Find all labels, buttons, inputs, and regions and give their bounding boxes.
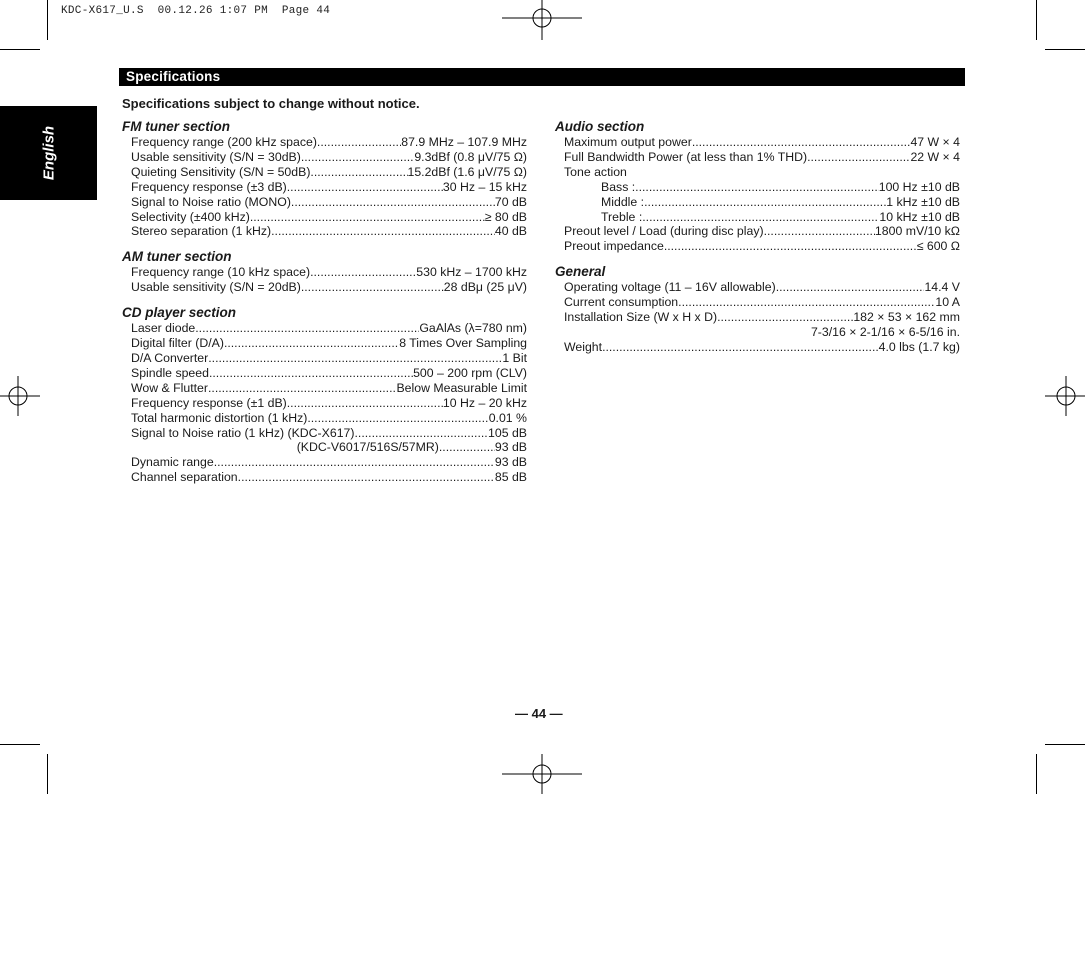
crop-mark — [47, 0, 48, 40]
spec-value: 93 dB — [494, 455, 527, 470]
spec-label: Quieting Sensitivity (S/N = 50dB) — [131, 164, 311, 179]
spec-row — [555, 340, 960, 355]
spec-value: Below Measurable Limit — [396, 380, 527, 395]
left-column — [122, 119, 527, 495]
dot-leader — [642, 210, 879, 225]
spec-value: 8 Times Over Sampling — [399, 336, 527, 351]
spec-label: Frequency range (10 kHz space) — [131, 265, 311, 280]
spec-row — [122, 396, 527, 411]
spec-label: Dynamic range — [131, 455, 214, 470]
spec-label: Laser diode — [131, 321, 196, 336]
spec-label: Installation Size (W x H x D) — [564, 310, 718, 325]
spec-row — [122, 366, 527, 381]
spec-row — [555, 135, 960, 150]
spec-row — [122, 321, 527, 336]
spec-label: Operating voltage (11 – 16V allowable) — [564, 280, 776, 295]
spec-row — [555, 295, 960, 310]
registration-mark-icon — [0, 376, 40, 416]
notice-text: Specifications subject to change without notice. — [122, 96, 420, 111]
right-column — [555, 119, 960, 365]
spec-row — [122, 280, 527, 295]
dot-leader — [250, 210, 485, 225]
spec-label: Wow & Flutter — [131, 380, 208, 395]
language-tab — [0, 106, 97, 200]
dot-leader — [692, 135, 911, 150]
spec-value: 9.3dBf (0.8 μV/75 Ω) — [414, 149, 527, 164]
dot-leader — [307, 411, 488, 426]
dot-leader — [644, 195, 886, 210]
spec-value: 530 kHz – 1700 kHz — [416, 265, 527, 280]
spec-label: Spindle speed — [131, 365, 209, 380]
spec-value: ≥ 80 dB — [484, 209, 527, 224]
dot-leader — [807, 150, 910, 165]
spec-row — [555, 165, 960, 180]
dot-leader — [209, 366, 413, 381]
spec-value: 15.2dBf (1.6 μV/75 Ω) — [407, 164, 527, 179]
spec-label: Bass : — [601, 179, 636, 194]
spec-value: 47 W × 4 — [910, 135, 960, 149]
dot-leader — [678, 295, 935, 310]
crop-mark — [1045, 49, 1085, 50]
spec-value: 10 A — [935, 295, 960, 310]
spec-label: Channel separation — [131, 470, 238, 485]
spec-value: 105 dB — [488, 425, 527, 440]
registration-mark-icon — [502, 0, 582, 40]
spec-row — [122, 470, 527, 485]
spec-row — [122, 336, 527, 351]
crop-mark — [1036, 0, 1037, 40]
dot-leader — [301, 150, 414, 165]
spec-row — [555, 195, 960, 210]
spec-label: D/A Converter — [131, 350, 209, 365]
crop-mark — [1036, 754, 1037, 794]
spec-value: 28 dBμ (25 μV) — [443, 280, 527, 295]
spec-section — [555, 264, 960, 355]
section-title: AM tuner section — [122, 249, 232, 265]
spec-value: 7-3/16 × 2-1/16 × 6-5/16 in. — [810, 324, 960, 339]
spec-value: GaAlAs (λ=780 nm) — [419, 321, 527, 336]
dot-leader — [214, 455, 495, 470]
spec-value: 93 dB — [494, 440, 527, 455]
spec-row — [122, 210, 527, 225]
spec-label: Weight — [564, 339, 603, 354]
dot-leader — [664, 239, 917, 254]
spec-row — [122, 381, 527, 396]
dot-leader — [238, 470, 495, 485]
dot-leader — [439, 440, 495, 455]
dot-leader — [602, 340, 879, 355]
spec-value: 1800 mV/10 kΩ — [874, 224, 960, 239]
dot-leader — [317, 135, 401, 150]
section-title: FM tuner section — [122, 119, 231, 134]
dot-leader — [764, 224, 875, 239]
crop-mark — [47, 754, 48, 794]
spec-value: 500 – 200 rpm (CLV) — [413, 365, 527, 380]
spec-label: Treble : — [601, 209, 643, 224]
crop-mark — [1045, 744, 1085, 745]
spec-value: 40 dB — [494, 224, 527, 239]
spec-value: 1 kHz ±10 dB — [886, 194, 960, 209]
crop-mark — [0, 49, 40, 50]
registration-mark-icon — [502, 754, 582, 794]
spec-value: 85 dB — [494, 470, 527, 485]
spec-label: Selectivity (±400 kHz) — [131, 209, 250, 224]
dot-leader — [195, 321, 419, 336]
dot-leader — [354, 426, 488, 441]
spec-row — [122, 455, 527, 470]
dot-leader — [310, 165, 407, 180]
spec-value: 14.4 V — [924, 280, 960, 295]
spec-row — [122, 411, 527, 426]
spec-row — [122, 180, 527, 195]
spec-label: Total harmonic distortion (1 kHz) — [131, 410, 308, 425]
spec-value: 0.01 % — [488, 410, 527, 425]
banner-title: Specifications — [126, 69, 221, 84]
spec-row — [555, 150, 960, 165]
spec-label: Current consumption — [564, 295, 679, 310]
spec-label: Middle : — [601, 194, 645, 209]
dot-leader — [310, 265, 416, 280]
spec-row — [122, 135, 527, 150]
spec-section — [555, 119, 960, 254]
spec-row — [122, 351, 527, 366]
spec-value: ≤ 600 Ω — [916, 239, 960, 254]
spec-section — [122, 119, 527, 239]
spec-value: 10 Hz – 20 kHz — [442, 395, 527, 410]
spec-row — [555, 224, 960, 239]
spec-label: Digital filter (D/A) — [131, 336, 224, 351]
spec-row — [555, 310, 960, 325]
dot-leader — [271, 224, 495, 239]
dot-leader — [301, 280, 444, 295]
spec-row — [122, 224, 527, 239]
spec-row — [122, 150, 527, 165]
spec-value: 1 Bit — [502, 350, 527, 365]
dot-leader — [287, 180, 443, 195]
spec-row — [122, 165, 527, 180]
spec-label: Signal to Noise ratio (1 kHz) (KDC-X617) — [131, 425, 355, 440]
spec-label: Tone action — [564, 164, 627, 179]
spec-value: 70 dB — [494, 194, 527, 209]
dot-leader — [291, 195, 495, 210]
spec-value: 100 Hz ±10 dB — [878, 179, 960, 194]
section-title: Audio section — [555, 119, 645, 134]
spec-row — [555, 180, 960, 195]
spec-value: 30 Hz – 15 kHz — [442, 179, 527, 194]
spec-label: Signal to Noise ratio (MONO) — [131, 194, 291, 209]
language-tab-label: English — [40, 125, 57, 181]
crop-mark — [0, 744, 40, 745]
spec-label: (KDC-V6017/516S/57MR) — [296, 440, 439, 455]
spec-label: Maximum output power — [564, 135, 692, 149]
page-number: — 44 — — [515, 706, 563, 721]
dot-leader — [287, 396, 443, 411]
spec-row — [122, 440, 527, 455]
section-banner — [119, 68, 965, 86]
spec-row — [555, 239, 960, 254]
dot-leader — [208, 351, 502, 366]
dot-leader — [717, 310, 853, 325]
spec-label: Full Bandwidth Power (at less than 1% THD) — [564, 149, 808, 164]
spec-row — [122, 195, 527, 210]
spec-value: 87.9 MHz – 107.9 MHz — [401, 135, 527, 149]
spec-label: Frequency response (±3 dB) — [131, 179, 287, 194]
spec-row — [555, 280, 960, 295]
spec-value: 22 W × 4 — [910, 149, 960, 164]
dot-leader — [776, 280, 925, 295]
section-title: CD player section — [122, 305, 237, 321]
spec-value: 10 kHz ±10 dB — [879, 209, 960, 224]
spec-row — [555, 325, 960, 340]
spec-row — [122, 426, 527, 441]
spec-label: Stereo separation (1 kHz) — [131, 224, 272, 239]
spec-value: 4.0 lbs (1.7 kg) — [878, 339, 960, 354]
spec-label: Frequency range (200 kHz space) — [131, 135, 317, 149]
print-header: KDC-X617_U.S 00.12.26 1:07 PM Page 44 — [61, 5, 331, 17]
spec-label: Preout impedance — [564, 239, 664, 254]
spec-label: Preout level / Load (during disc play) — [564, 224, 764, 239]
spec-section — [122, 305, 527, 485]
section-title: General — [555, 264, 606, 280]
spec-row — [122, 265, 527, 280]
dot-leader — [635, 180, 879, 195]
spec-label: Usable sensitivity (S/N = 30dB) — [131, 149, 301, 164]
dot-leader — [208, 381, 396, 396]
spec-label: Frequency response (±1 dB) — [131, 395, 287, 410]
dot-leader — [224, 336, 399, 351]
registration-mark-icon — [1045, 376, 1085, 416]
spec-label: Usable sensitivity (S/N = 20dB) — [131, 280, 301, 295]
spec-section — [122, 249, 527, 295]
spec-row — [555, 210, 960, 225]
spec-value: 182 × 53 × 162 mm — [853, 310, 960, 325]
